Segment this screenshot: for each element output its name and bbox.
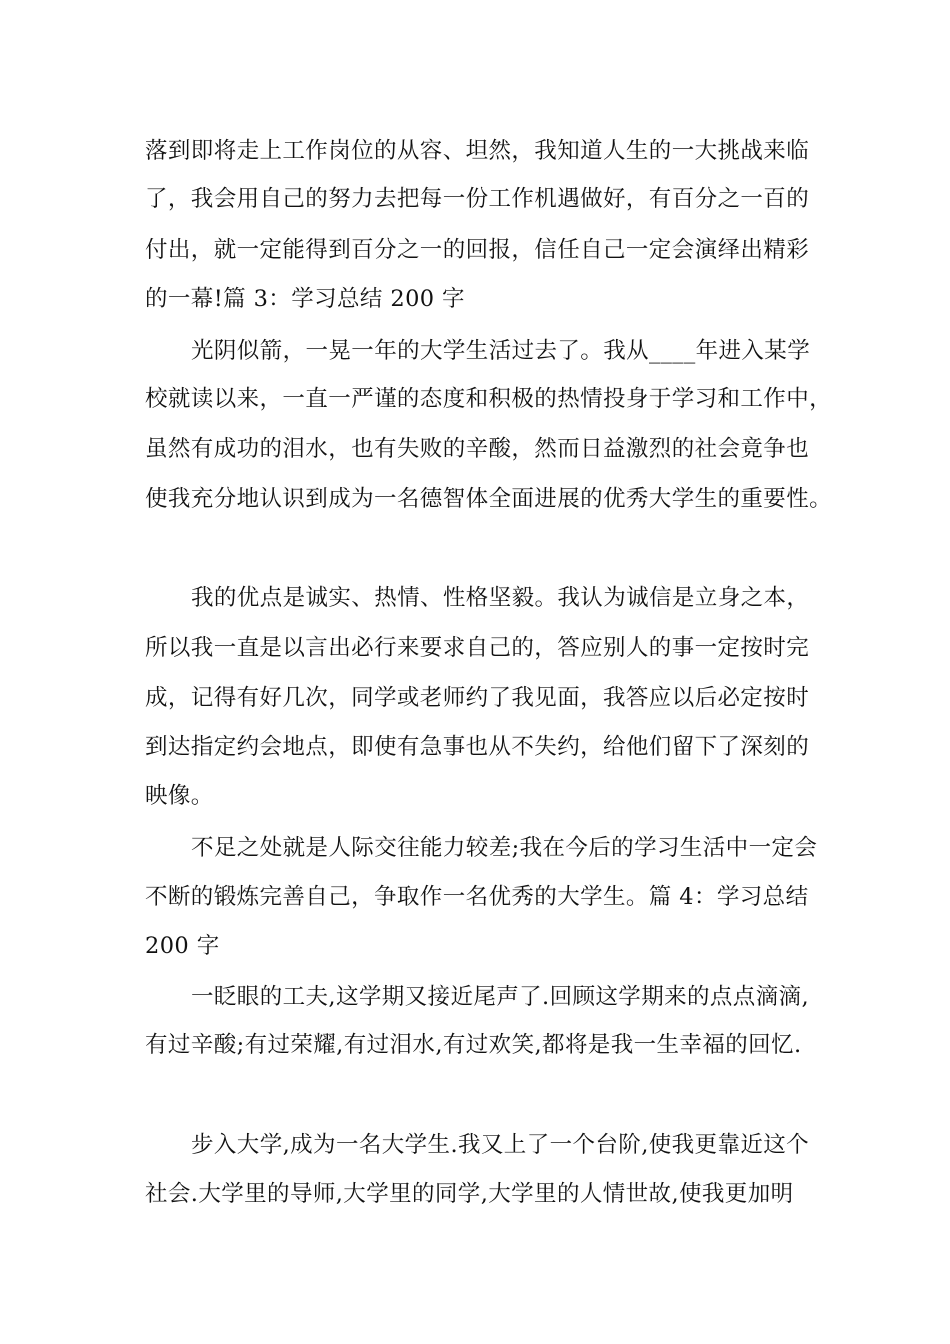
text-line: 有过辛酸;有过荣耀,有过泪水,有过欢笑,都将是我一生幸福的回忆. (145, 1032, 802, 1058)
paragraph-start-line: 不足之处就是人际交往能力较差;我在今后的学习生活中一定会 (191, 835, 818, 861)
text-line: 映像。 (145, 783, 214, 809)
text-line: 成，记得有好几次，同学或老师约了我见面，我答应以后必定按时 (145, 685, 810, 711)
text-line: 社会.大学里的导师,大学里的同学,大学里的人情世故,使我更加明 (145, 1181, 794, 1207)
text-line: 校就读以来，一直一严谨的态度和积极的热情投身于学习和工作中， (145, 386, 833, 412)
text-line: 了，我会用自己的努力去把每一份工作机遇做好，有百分之一百的 (145, 186, 810, 212)
text-line: 虽然有成功的泪水，也有失败的辛酸，然而日益激烈的社会竟争也 (145, 436, 810, 462)
text-line: 使我充分地认识到成为一名德智体全面进展的优秀大学生的重要性。 (145, 486, 833, 512)
text-line: 落到即将走上工作岗位的从容、坦然，我知道人生的一大挑战来临 (145, 138, 810, 164)
paragraph-start-line: 步入大学,成为一名大学生.我又上了一个台阶,使我更靠近这个 (191, 1132, 810, 1158)
text-line: 不断的锻炼完善自己，争取作一名优秀的大学生。篇 4：学习总结 (145, 884, 809, 910)
paragraph-start-line: 光阴似箭，一晃一年的大学生活过去了。我从____年进入某学 (191, 338, 811, 364)
text-line: 的一幕!篇 3：学习总结 200 字 (145, 286, 465, 312)
paragraph-start-line: 我的优点是诚实、热情、性格坚毅。我认为诚信是立身之本， (191, 585, 810, 611)
paragraph-start-line: 一眨眼的工夫,这学期又接近尾声了.回顾这学期来的点点滴滴, (191, 984, 810, 1010)
text-line: 200 字 (145, 933, 220, 959)
text-line: 付出，就一定能得到百分之一的回报，信任自己一定会演绎出精彩 (145, 237, 810, 263)
text-line: 到达指定约会地点，即使有急事也从不失约，给他们留下了深刻的 (145, 734, 810, 760)
text-line: 所以我一直是以言出必行来要求自己的，答应别人的事一定按时完 (145, 635, 810, 661)
